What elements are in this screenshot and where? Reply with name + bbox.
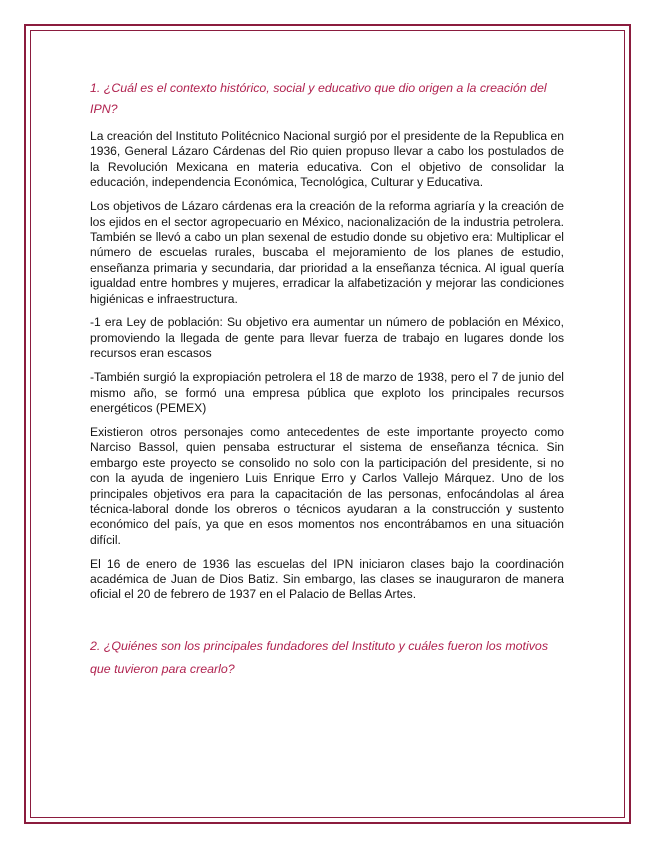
paragraph-other-figures: Existieron otros personajes como antecedentes de este importante proyecto como Narciso Bassol, quien pensaba estructurar el sistema de enseñanza técnica. Sin embargo este proyecto se consolido no solo con la participación del presidente, si no con la ayuda de ingeniero Luis Enrique Erro y Carlos Vallejo Márquez. Uno de los principales objetivos era para la capacitación de las personas, enfocándolas al área técnica-laboral donde los obreros o técnicos ayudaran a la construcción y sustento económico del país, ya que en esos momentos nos encontrábamos en una situación difícil. [90, 424, 564, 547]
paragraph-oil-expropriation: -También surgió la expropiación petrolera el 18 de marzo de 1938, pero el 7 de junio del mismo año, se formó una empresa pública que exploto los principales recursos energéticos (PEMEX) [90, 370, 564, 415]
paragraph-origin: La creación del Instituto Politécnico Nacional surgió por el presidente de la Republica en 1936, General Lázaro Cárdenas del Rio quien propuso llevar a cabo los postulados de la Revolución Mexicana en materia educativa. Con el objetivo de consolidar la educación, independencia Económica, Tecnológica, Culturar y Educativa. [90, 129, 564, 190]
document-body [90, 78, 564, 681]
question-1-heading: 1. ¿Cuál es el contexto histórico, social y educativo que dio origen a la creación del IPN? [90, 81, 547, 116]
paragraph-population-law: -1 era Ley de población: Su objetivo era aumentar un número de población en México, promoviendo la llegada de gente para llevar fuerza de trabajo en lugares donde los recursos eran escasos [90, 315, 564, 361]
paragraph-classes-start: El 16 de enero de 1936 las escuelas del IPN iniciaron clases bajo la coordinación académica de Juan de Dios Batiz. Sin embargo, las clases se inauguraron de manera oficial el 20 de febrero de 1937 en el Palacio de Bellas Artes. [90, 556, 564, 602]
question-2-heading: 2. ¿Quiénes son los principales fundadores del Instituto y cuáles fueron los motivos que tuvieron para crearlo? [90, 638, 549, 676]
paragraph-objectives: Los objetivos de Lázaro cárdenas era la creación de la reforma agriaría y la creación de los ejidos en el sector agropecuario en México, nacionalización de la industria petrolera. También se llevó a cabo un plan sexenal de estudio donde su objetivo era: Multiplicar el número de escuelas rurales, buscaba el mejoramiento de los planes de estudio, enseñanza primaria y secundaria, dar prioridad a la enseñanza técnica. Al igual quería igualdad entre hombres y mujeres, erradicar la alfabetización y mejorar las condiciones higiénicas e infraestructura. [90, 199, 564, 306]
